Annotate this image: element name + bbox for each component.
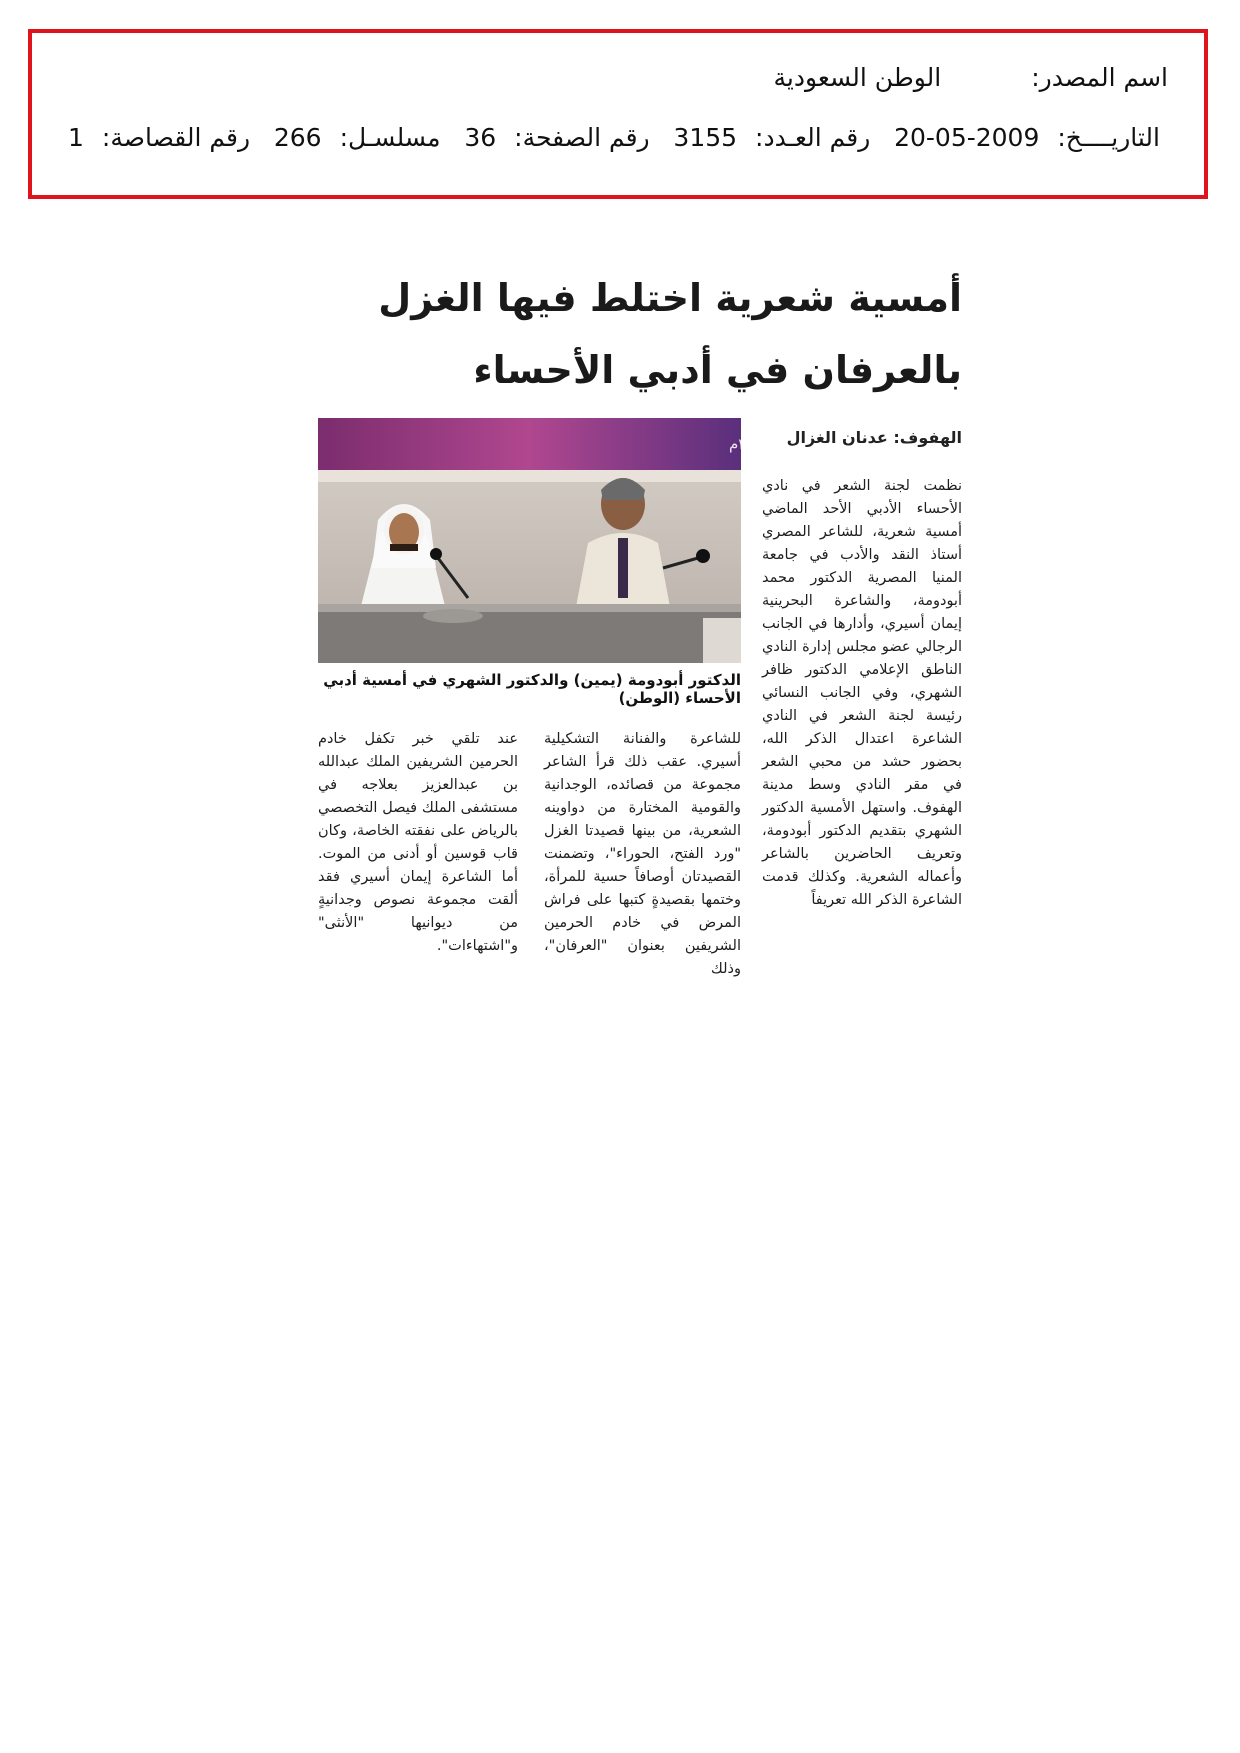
serial-value: 266	[273, 123, 322, 152]
issue-value: 3155	[673, 123, 738, 152]
details-row	[68, 123, 1160, 152]
clip-value: 1	[68, 123, 84, 152]
serial-label: مسلسـل:	[339, 123, 441, 152]
photo-banner-text: م	[729, 435, 739, 453]
article-column-1: نظمت لجنة الشعر في نادي الأحساء الأدبي الأحد الماضي أمسية شعرية، للشاعر المصري أستاذ النقد والأدب في جامعة المنيا المصرية الدكتور محمد أبودومة، والشاعرة البحرينية إيمان أسيري، وأدارها في الجانب الرجالي عضو مجلس إدارة النادي الناطق الإعلامي الدكتور ظافر الشهري، وفي الجانب النسائي رئيسة لجنة الشعر في النادي الشاعرة اعتدال الذكر الله، بحضور حشد من محبي الشعر في مقر النادي وسط مدينة الهفوف. واستهل الأمسية الدكتور الشهري بتقديم الدكتور أبودومة، وتعريف الحاضرين بالشاعر وأعماله الشعرية. وكذلك قدمت الشاعرة الذكر الله تعريفاً	[762, 478, 962, 908]
article-headline	[322, 262, 962, 406]
page-field	[464, 123, 649, 152]
source-label: اسم المصدر:	[1031, 63, 1168, 92]
date-label: التاريــــخ:	[1057, 123, 1160, 152]
metadata-box	[28, 29, 1208, 199]
article-column-3: عند تلقي خبر تكفل خادم الحرمين الشريفين الملك عبدالله بن عبدالعزيز بعلاجه في مستشفى الملك فيصل التخصصي بالرياض على نفقته الخاصة، وكان قاب قوسين أو أدنى من الموت. أما الشاعرة إيمان أسيري فقد ألقت مجموعة نصوص وجدانيةٍ من ديوانيها "الأنثى" و"اشتهاءات".	[318, 731, 518, 954]
article-photo	[318, 418, 741, 663]
headline-line-1: أمسية شعرية اختلط فيها الغزل	[378, 276, 962, 320]
article-column-2: للشاعرة والفنانة التشكيلية أسيري. عقب ذلك قرأ الشاعر مجموعة من قصائده، الوجدانية والقومية المختارة من دواوينه الشعرية، من بينها قصيدتا الغزل "ورد الفتح، الحوراء"، وتضمنت القصيدتان أوصافاً حسية للمرأة، وختمها بقصيدةٍ كتبها على فراش المرض في خادم الحرمين الشريفين بعنوان "العرفان"، وذلك	[544, 731, 741, 977]
clip-field	[68, 123, 250, 152]
article-byline: الهفوف: عدنان الغزال	[786, 428, 962, 447]
issue-field	[673, 123, 870, 152]
source-row	[774, 63, 1169, 92]
issue-label: رقم العـدد:	[755, 123, 871, 152]
date-field	[894, 123, 1160, 152]
serial-field	[274, 123, 441, 152]
headline-line-2: بالعرفان في أدبي الأحساء	[473, 348, 962, 392]
clip-label: رقم القصاصة:	[101, 123, 251, 152]
page-value: 36	[464, 123, 497, 152]
source-value: الوطن السعودية	[773, 63, 942, 92]
date-value: 20-05-2009	[894, 123, 1040, 152]
page-label: رقم الصفحة:	[514, 123, 650, 152]
photo-caption: الدكتور أبودومة (يمين) والدكتور الشهري في أمسية أدبي الأحساء (الوطن)	[323, 671, 741, 707]
photo-illustration	[318, 418, 741, 663]
